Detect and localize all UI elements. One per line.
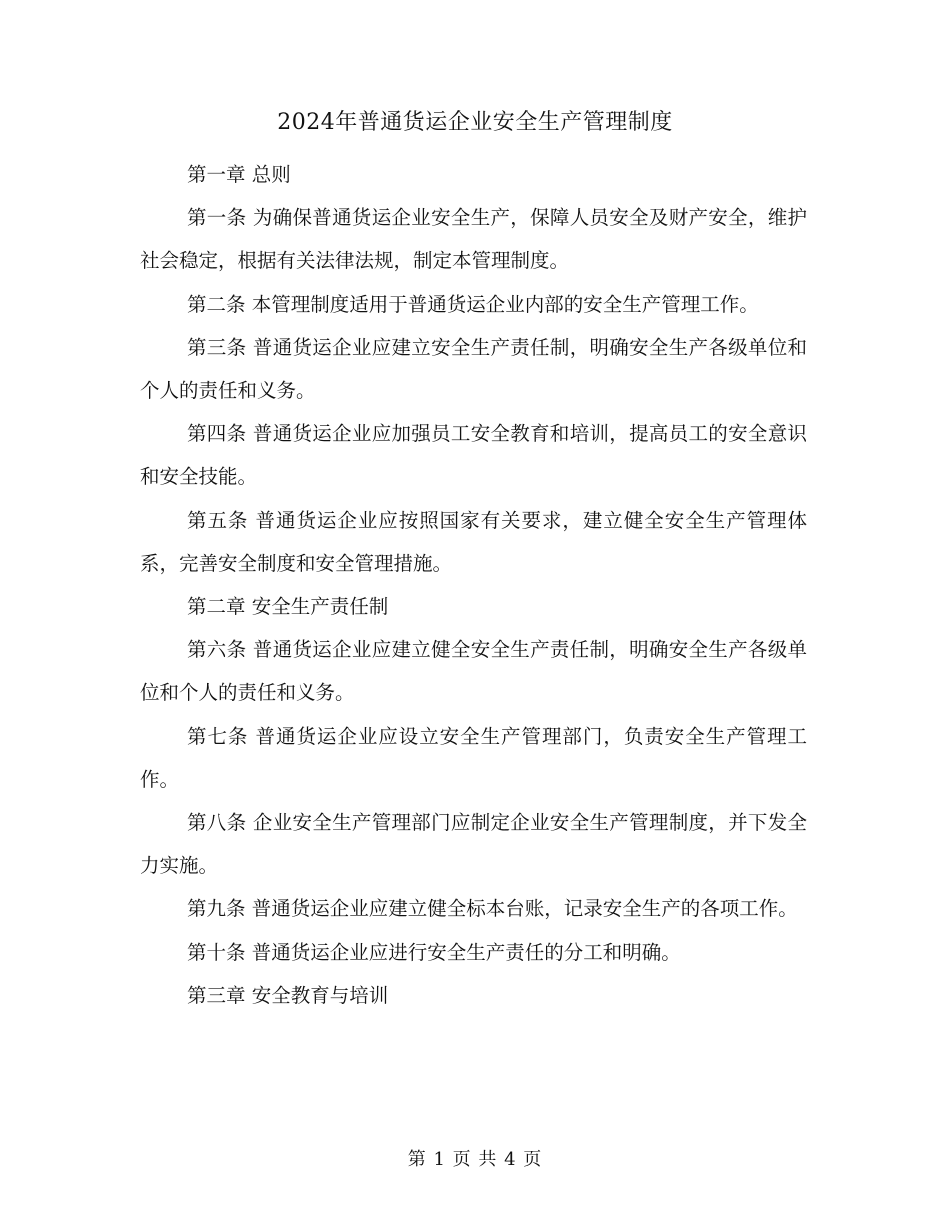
chapter-heading: 第三章 安全教育与培训	[187, 983, 389, 1007]
chapter-heading: 第二章 安全生产责任制	[187, 595, 389, 619]
article-paragraph: 第十条 普通货运企业应进行安全生产责任的分工和明确。	[187, 940, 681, 964]
article-paragraph: 第八条 企业安全生产管理部门应制定企业安全生产管理制度，并下发全力实施。	[140, 811, 807, 878]
article-paragraph: 第六条 普通货运企业应建立健全安全生产责任制，明确安全生产各级单位和个人的责任和义务。	[140, 638, 807, 705]
article-paragraph: 第九条 普通货运企业应建立健全标本台账，记录安全生产的各项工作。	[187, 897, 798, 921]
article-paragraph: 第二条 本管理制度适用于普通货运企业内部的安全生产管理工作。	[187, 292, 759, 316]
article-paragraph: 第一条 为确保普通货运企业安全生产，保障人员安全及财产安全，维护社会稳定，根据有关法律法规，制定本管理制度。	[140, 206, 807, 273]
article-paragraph: 第三条 普通货运企业应建立安全生产责任制，明确安全生产各级单位和个人的责任和义务。	[140, 335, 807, 403]
document-title: 2024年普通货运企业安全生产管理制度	[277, 110, 673, 135]
document-body	[140, 153, 807, 1017]
article-paragraph: 第七条 普通货运企业应设立安全生产管理部门，负责安全生产管理工作。	[140, 724, 807, 791]
chapter-heading: 第一章 总则	[187, 163, 291, 186]
article-paragraph: 第五条 普通货运企业应按照国家有关要求，建立健全安全生产管理体系，完善安全制度和安全管理措施。	[140, 508, 807, 575]
page-number-footer: 第 1 页 共 4 页	[407, 1149, 543, 1170]
article-paragraph: 第四条 普通货运企业应加强员工安全教育和培训，提高员工的安全意识和安全技能。	[140, 422, 807, 489]
